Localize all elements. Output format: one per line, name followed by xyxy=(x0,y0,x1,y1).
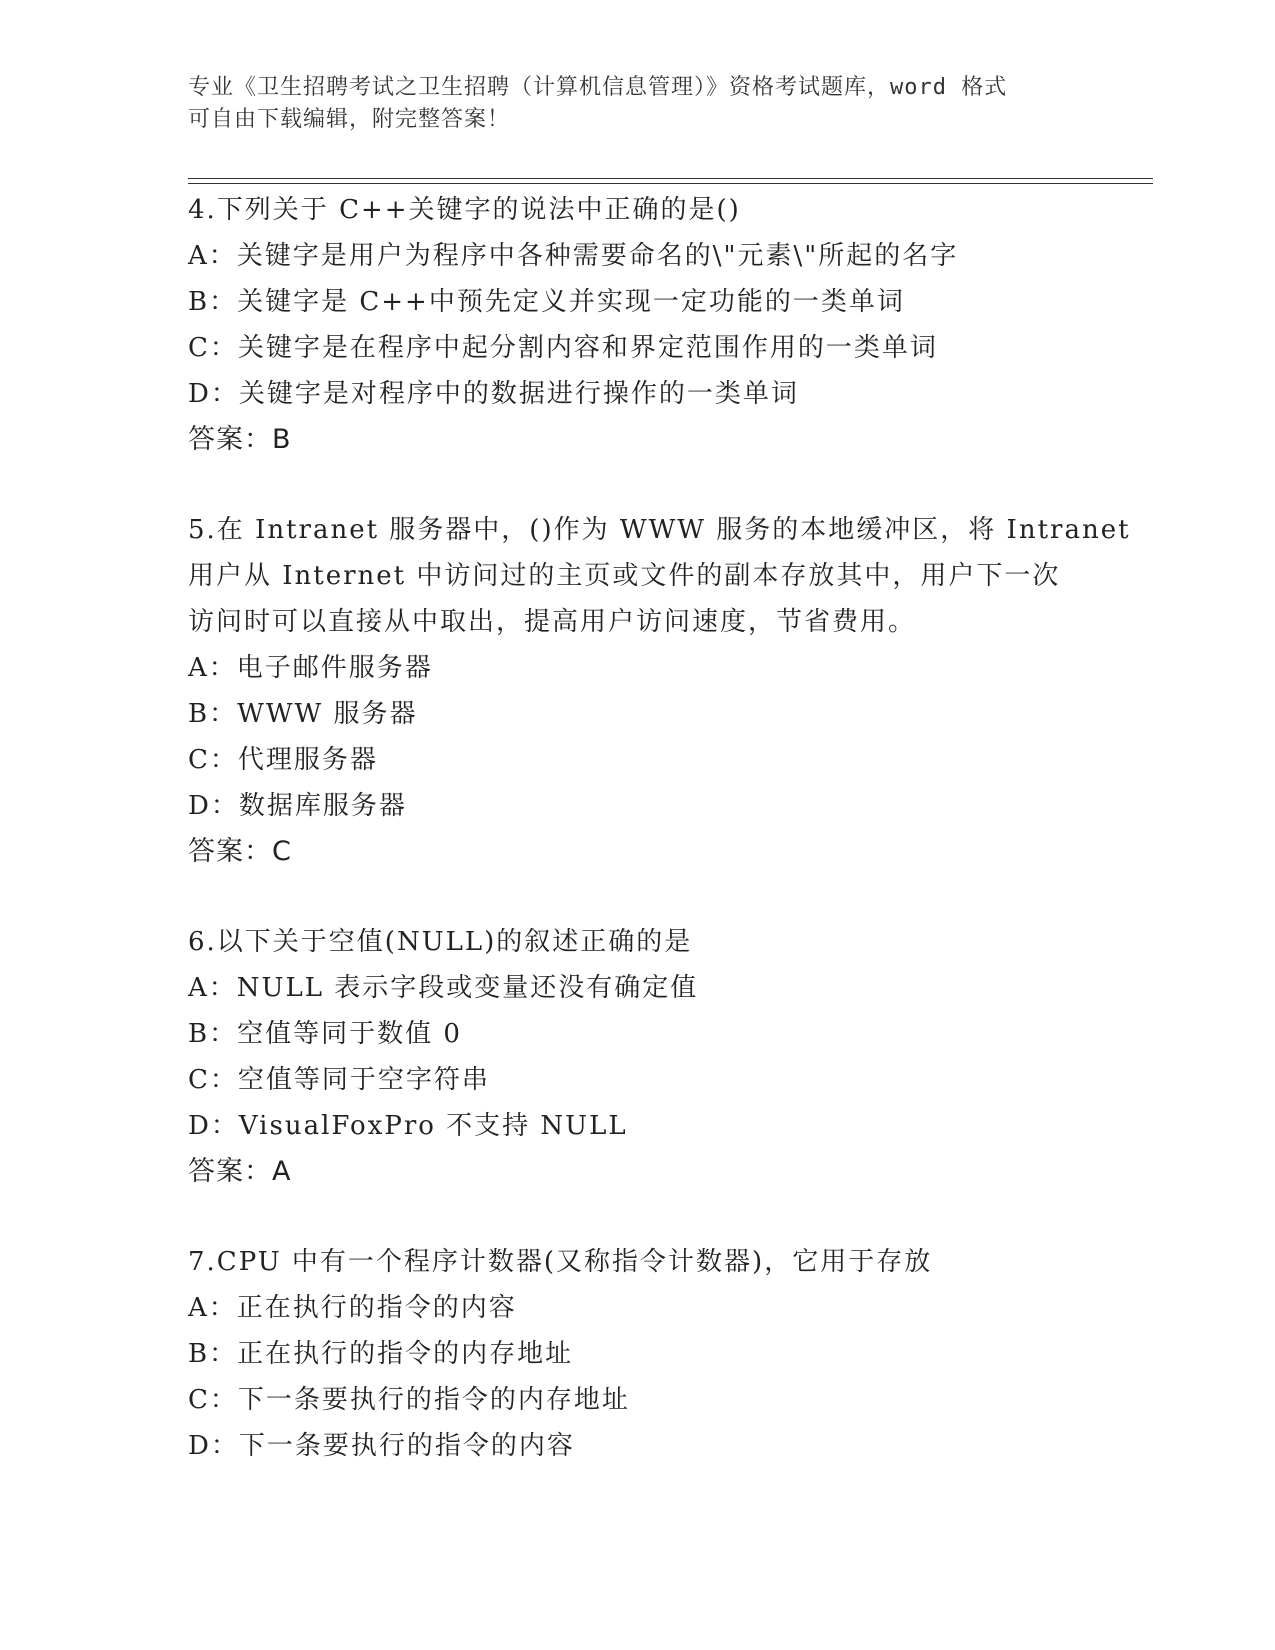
option-c: C：代理服务器 xyxy=(188,745,378,775)
option-a: A：电子邮件服务器 xyxy=(188,653,433,683)
option-c: C：空值等同于空字符串 xyxy=(188,1065,490,1095)
header-line-2: 可自由下载编辑，附完整答案！ xyxy=(188,107,511,132)
question-stem: 7.CPU 中有一个程序计数器(又称指令计数器)，它用于存放 xyxy=(188,1247,933,1277)
option-b: B：空值等同于数值 0 xyxy=(188,1019,462,1049)
option-b: B：正在执行的指令的内存地址 xyxy=(188,1339,574,1369)
header-divider-top xyxy=(188,178,1153,179)
question-stem: 用户从 Internet 中访问过的主页或文件的副本存放其中，用户下一次 xyxy=(188,561,1061,591)
question-7 xyxy=(188,1239,1188,1469)
option-b: B：WWW 服务器 xyxy=(188,699,418,729)
header-divider-bottom xyxy=(188,183,1153,184)
document-header xyxy=(188,72,1088,136)
header-line-1: 专业《卫生招聘考试之卫生招聘（计算机信息管理）》资格考试题库，word 格式 xyxy=(188,75,1008,100)
question-6 xyxy=(188,919,1188,1195)
option-d: D：数据库服务器 xyxy=(188,791,407,821)
question-5 xyxy=(188,507,1188,875)
question-stem: 5.在 Intranet 服务器中，()作为 WWW 服务的本地缓冲区，将 Intranet xyxy=(188,515,1131,545)
option-d: D：VisualFoxPro 不支持 NULL xyxy=(188,1111,628,1141)
option-d: D：下一条要执行的指令的内容 xyxy=(188,1431,575,1461)
option-c: C：下一条要执行的指令的内存地址 xyxy=(188,1385,630,1415)
question-stem: 4.下列关于 C++关键字的说法中正确的是() xyxy=(188,195,741,225)
option-a: A：关键字是用户为程序中各种需要命名的\"元素\"所起的名字 xyxy=(188,241,959,271)
question-list xyxy=(188,187,1188,1513)
question-stem: 6.以下关于空值(NULL)的叙述正确的是 xyxy=(188,927,693,957)
option-a: A：正在执行的指令的内容 xyxy=(188,1293,517,1323)
option-a: A：NULL 表示字段或变量还没有确定值 xyxy=(188,973,699,1003)
option-b: B：关键字是 C++中预先定义并实现一定功能的一类单词 xyxy=(188,287,905,317)
answer-label: 答案：C xyxy=(188,836,292,867)
answer-label: 答案：A xyxy=(188,1156,292,1187)
question-stem: 访问时可以直接从中取出，提高用户访问速度，节省费用。 xyxy=(188,607,917,637)
option-d: D：关键字是对程序中的数据进行操作的一类单词 xyxy=(188,379,799,409)
answer-label: 答案：B xyxy=(188,424,292,455)
question-4 xyxy=(188,187,1188,463)
option-c: C：关键字是在程序中起分割内容和界定范围作用的一类单词 xyxy=(188,333,938,363)
